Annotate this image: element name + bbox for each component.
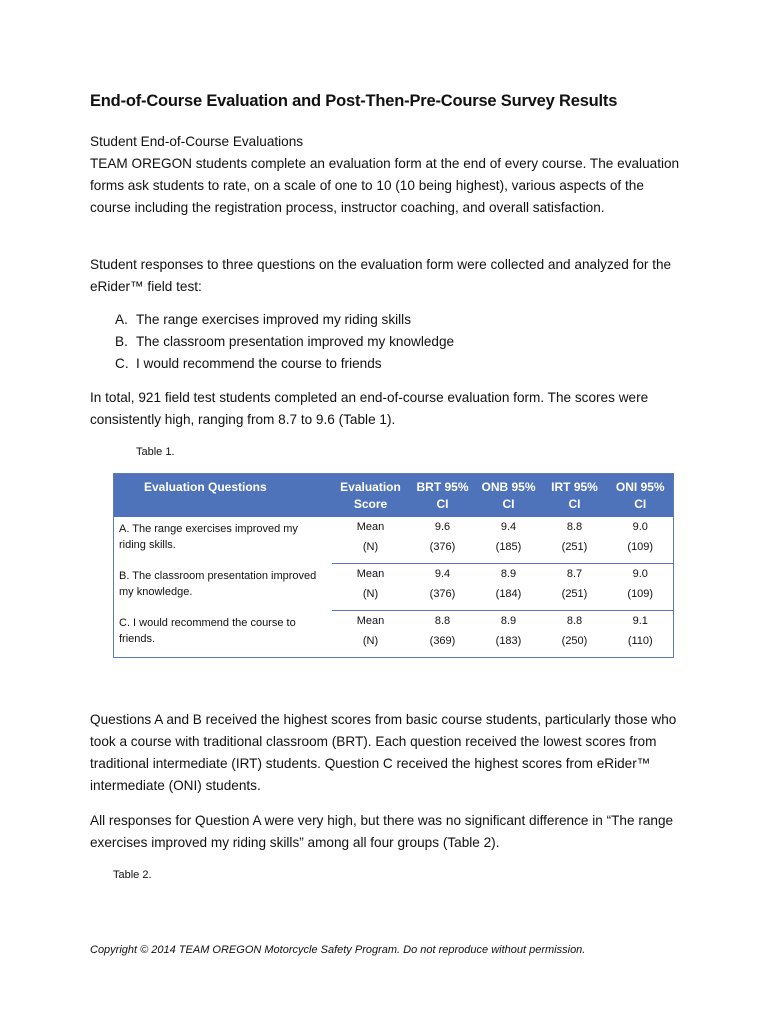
mean-label: Mean <box>356 615 385 627</box>
questions-ab-paragraph: Questions A and B received the highest scores from basic course students, particularly those who took a course with traditional classroom (BRT). Each question received the lowest scores from traditional intermediate (IRT) students. Question C received the highest scores from eRider™ intermediate (ONI) students. <box>90 712 677 793</box>
question-cell: C. I would recommend the course to friends. <box>119 616 296 645</box>
mean-brt: 9.6 <box>434 521 451 533</box>
n-label: (N) <box>332 586 410 611</box>
mean-brt: 8.8 <box>434 615 451 627</box>
list-item <box>115 309 454 331</box>
list-item-letter: A. <box>115 312 128 327</box>
header-brt: BRT 95% CI <box>410 474 476 518</box>
list-item-text: The range exercises improved my riding skills <box>136 312 411 327</box>
copyright-footer: Copyright © 2014 TEAM OREGON Motorcycle Safety Program. Do not reproduce without permission. <box>90 944 586 956</box>
questions-list <box>115 309 454 375</box>
mean-oni: 9.0 <box>632 521 648 533</box>
n-oni: (109) <box>608 586 674 611</box>
n-brt: (376) <box>410 539 476 564</box>
table1-caption: Table 1. <box>136 446 175 458</box>
header-onb: ONB 95% CI <box>476 474 542 518</box>
mean-irt: 8.8 <box>566 521 583 533</box>
page-title: End-of-Course Evaluation and Post-Then-Pre-Course Survey Results <box>90 92 618 110</box>
n-onb: (183) <box>495 635 522 647</box>
mean-oni: 9.1 <box>632 615 648 627</box>
list-item-letter: C. <box>115 356 129 371</box>
section-heading: Student End-of-Course Evaluations <box>90 134 304 149</box>
mean-onb: 8.9 <box>500 615 517 627</box>
mean-onb: 8.9 <box>500 568 517 580</box>
table-row <box>114 611 674 634</box>
n-oni: (110) <box>627 635 653 647</box>
list-item-text: The classroom presentation improved my knowledge <box>136 334 455 349</box>
mean-onb: 9.4 <box>500 521 517 533</box>
n-label: (N) <box>362 635 379 647</box>
header-oni: ONI 95% CI <box>608 474 674 518</box>
question-a-paragraph: All responses for Question A were very high, but there was no significant difference in “The range exercises improved my riding skills” among all four groups (Table 2). <box>90 813 674 850</box>
list-item-letter: B. <box>115 334 128 349</box>
mean-brt: 9.4 <box>434 568 451 580</box>
mean-oni: 9.0 <box>632 568 648 580</box>
n-onb: (185) <box>476 539 542 564</box>
mean-irt: 8.7 <box>566 568 583 580</box>
n-irt: (251) <box>542 586 608 611</box>
mean-label: Mean <box>356 568 385 580</box>
question-cell: A. The range exercises improved my riding skills. <box>119 523 298 551</box>
list-item-text: I would recommend the course to friends <box>136 356 382 371</box>
header-score: Evaluation Score <box>332 474 410 518</box>
table2-caption: Table 2. <box>113 869 152 881</box>
table-header-row <box>114 474 674 518</box>
n-irt: (251) <box>542 539 608 564</box>
header-irt: IRT 95% CI <box>542 474 608 518</box>
table-row <box>114 564 674 587</box>
n-brt: (376) <box>410 586 476 611</box>
n-label: (N) <box>332 539 410 564</box>
n-onb: (184) <box>476 586 542 611</box>
list-item <box>115 353 454 375</box>
responses-paragraph: Student responses to three questions on the evaluation form were collected and analyzed for the eRider™ field test: <box>90 257 672 294</box>
mean-label: Mean <box>356 521 385 533</box>
intro-paragraph: TEAM OREGON students complete an evaluation form at the end of every course. The evaluation forms ask students to rate, on a scale of one to 10 (10 being highest), various aspects of the course including the registration process, instructor coaching, and overall satisfaction. <box>90 156 680 215</box>
n-brt: (369) <box>429 635 456 647</box>
table-row <box>114 517 674 539</box>
question-cell: B. The classroom presentation improved my knowledge. <box>119 569 317 598</box>
n-oni: (109) <box>608 539 674 564</box>
n-irt: (250) <box>561 635 588 647</box>
mean-irt: 8.8 <box>566 615 583 627</box>
list-item <box>115 331 454 353</box>
header-questions: Evaluation Questions <box>114 474 332 518</box>
evaluation-table <box>113 473 674 658</box>
total-paragraph: In total, 921 field test students completed an end-of-course evaluation form. The scores were consistently high, ranging from 8.7 to 9.6 (Table 1). <box>90 390 649 427</box>
